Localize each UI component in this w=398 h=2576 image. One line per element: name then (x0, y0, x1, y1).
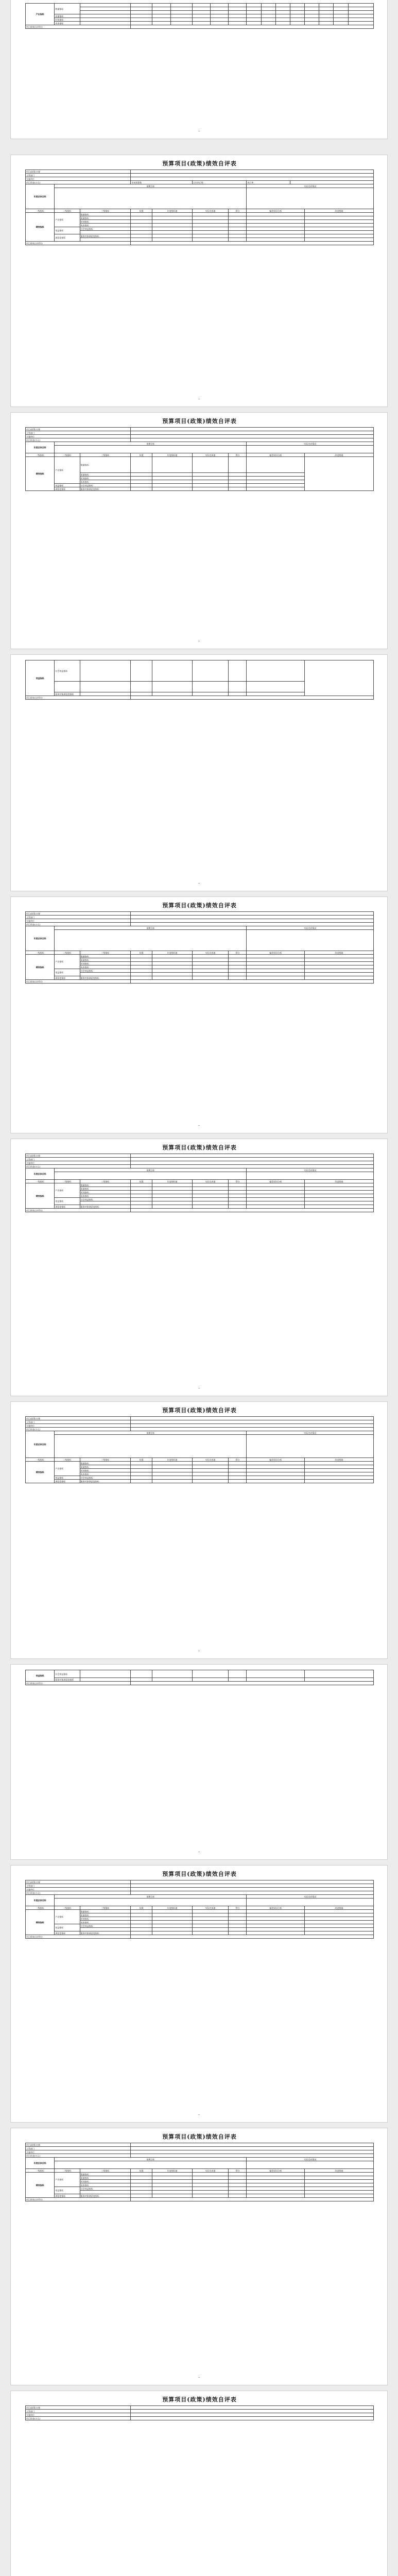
weight-head: 权重 (131, 951, 152, 955)
output-cell: 产出指标 (55, 457, 80, 484)
page-8 (10, 1664, 388, 1860)
page-footer: -- (198, 2113, 200, 2116)
cost-cell: 成本指标 (80, 1472, 131, 1476)
total-score-label: 项目绩效自评得分 (26, 25, 131, 29)
evaluation-table (25, 427, 374, 491)
analysis-head: 偏差原因分析 (247, 2169, 305, 2173)
weight-head: 权重 (131, 2169, 152, 2173)
timeliness-cell: 时效指标 (80, 477, 131, 480)
page-4 (10, 654, 388, 891)
output-cell: 产出指标 (55, 2173, 80, 2187)
weight-head: 权重 (131, 1458, 152, 1462)
target-head: 年度指标值 (152, 1458, 192, 1462)
expected-label: 预期目标 (55, 926, 247, 930)
funds-label: 项目资金(万元) (26, 1891, 131, 1895)
cost-cell: 成本指标 (80, 965, 131, 969)
quantity-cell: 数量指标 (55, 4, 80, 14)
weight-head: 权重 (131, 453, 152, 457)
social-cell: 社会效益指标 (55, 1670, 80, 1678)
funds-label: 项目资金(万元) (26, 181, 131, 184)
table-sheet (25, 660, 374, 700)
actual-head: 实际完成值 (192, 1458, 228, 1462)
funds-label: 项目资金(万元) (26, 2417, 131, 2420)
unit-label: 实施单位 (26, 1888, 131, 1891)
level3-head: 三级指标 (80, 209, 131, 213)
social-cell: 社会效益指标 (80, 1198, 131, 1201)
level2-head: 二级指标 (55, 951, 80, 955)
quality-cell: 质量指标 (55, 14, 80, 18)
measures-head: 改进措施 (305, 453, 374, 457)
quantity-cell: 数量指标 (80, 2173, 131, 2176)
benefit-cell: 效益指标 (26, 1670, 55, 1682)
page-5 (10, 896, 388, 1133)
goal-label: 年度总体目标 (26, 1431, 55, 1458)
output-cell: 产出指标 (55, 1910, 80, 1924)
score-head: 得分 (229, 951, 247, 955)
benefit-cell: 效益指标 (55, 1476, 80, 1480)
goal-label: 年度总体目标 (26, 2158, 55, 2169)
quantity-cell: 数量指标 (80, 955, 131, 958)
unit-label: 实施单位 (26, 177, 131, 181)
completed-label: 实际完成情况 (247, 1168, 374, 1172)
project-name-label: 项目(政策)名称 (26, 2406, 131, 2410)
cost-cell: 成本指标 (55, 22, 80, 25)
evaluation-table (25, 1416, 374, 1483)
analysis-head: 偏差原因分析 (247, 1458, 305, 1462)
benefit-cell: 效益指标 (55, 969, 80, 976)
measures-head: 改进措施 (305, 209, 374, 213)
page-title: 预算项目(政策)绩效自评表 (162, 418, 237, 425)
page-footer: -- (198, 882, 200, 885)
social-cell: 社会效益指标 (55, 660, 80, 682)
project-name-label: 项目(政策)名称 (26, 1417, 131, 1420)
unit-label: 实施单位 (26, 919, 131, 923)
level2-head: 二级指标 (55, 2169, 80, 2173)
level3-head: 三级指标 (80, 1458, 131, 1462)
target-head: 年度指标值 (152, 453, 192, 457)
satisfaction-cell: 满意度指标 (55, 234, 80, 242)
timeliness-cell: 时效指标 (80, 962, 131, 965)
weight-head: 权重 (131, 209, 152, 213)
social-cell: 社会效益指标 (80, 1476, 131, 1480)
service-cell: 服务对象满意度指标 (80, 1931, 131, 1935)
level3-head: 三级指标 (80, 453, 131, 457)
level2-head: 二级指标 (55, 1180, 80, 1183)
project-name-label: 项目(政策)名称 (26, 2143, 131, 2147)
expected-label: 预期目标 (55, 1895, 247, 1899)
analysis-head: 偏差原因分析 (247, 453, 305, 457)
dept-label: 主管部门 (26, 2410, 131, 2413)
measures-head: 改进措施 (305, 2169, 374, 2173)
table-sheet (25, 160, 374, 245)
service-cell: 服务对象满意度指标 (80, 2194, 131, 2198)
page-7 (10, 1401, 388, 1659)
dept-label: 主管部门 (26, 1420, 131, 1424)
quantity-cell: 数量指标 (80, 213, 131, 216)
target-head: 年度指标值 (152, 1906, 192, 1910)
budget-label: 年初预算数 (131, 181, 193, 184)
expected-label: 预期目标 (55, 442, 247, 446)
indicator-label: 绩效指标 (26, 2173, 55, 2198)
actual-head: 实际完成值 (192, 209, 228, 213)
level3-head: 三级指标 (80, 1906, 131, 1910)
timeliness-cell: 时效指标 (80, 2180, 131, 2183)
cost-cell: 成本指标 (80, 480, 131, 484)
weight-head: 权重 (131, 1180, 152, 1183)
quality-cell: 质量指标 (80, 1187, 131, 1191)
funds-label: 项目资金(万元) (26, 923, 131, 926)
dept-label: 主管部门 (26, 1158, 131, 1161)
actual-head: 实际完成值 (192, 2169, 228, 2173)
target-head: 年度指标值 (152, 209, 192, 213)
level2-head: 二级指标 (55, 1458, 80, 1462)
page-footer: -- (198, 1386, 200, 1390)
expected-label: 预期目标 (55, 184, 247, 188)
funds-label: 项目资金(万元) (26, 438, 131, 442)
output-cell: 产出指标 (26, 4, 55, 25)
measures-head: 改进措施 (305, 1458, 374, 1462)
satisfaction-cell: 满意度指标 (55, 2194, 80, 2198)
total-funds-label: 全年执行数 (192, 181, 247, 184)
actual-head: 实际完成值 (192, 1906, 228, 1910)
benefit-cell: 效益指标 (55, 1924, 80, 1931)
benefit-cell: 效益指标 (55, 1198, 80, 1205)
timeliness-cell: 时效指标 (80, 1469, 131, 1472)
quality-cell: 质量指标 (80, 473, 131, 477)
total-score-label: 项目绩效自评得分 (26, 1682, 131, 1685)
expected-label: 预期目标 (55, 1168, 247, 1172)
page-footer: -- (198, 1850, 200, 1854)
unit-label: 实施单位 (26, 1424, 131, 1428)
unit-label: 实施单位 (26, 1161, 131, 1165)
social-cell: 社会效益指标 (80, 484, 131, 487)
satisfaction-cell: 满意度指标 (55, 976, 80, 980)
page-9 (10, 1865, 388, 2123)
timeliness-cell: 时效指标 (80, 1917, 131, 1921)
actual-head: 实际完成值 (192, 453, 228, 457)
service-cell: 服务对象满意度指标 (80, 1205, 131, 1209)
service-cell: 服务对象满意度指标 (55, 1678, 80, 1682)
level3-head: 三级指标 (80, 2169, 131, 2173)
timeliness-cell: 时效指标 (80, 1191, 131, 1194)
quality-cell: 质量指标 (80, 1465, 131, 1469)
actual-head: 实际完成值 (192, 951, 228, 955)
benefit-cell: 效益指标 (55, 484, 80, 487)
funds-label: 项目资金(万元) (26, 1165, 131, 1168)
level1-head: 一级指标 (26, 453, 55, 457)
target-head: 年度指标值 (152, 2169, 192, 2173)
table-sheet (25, 1144, 374, 1212)
total-score-label: 项目绩效自评得分 (26, 242, 131, 245)
level1-head: 一级指标 (26, 951, 55, 955)
level2-head: 二级指标 (55, 1906, 80, 1910)
page-footer: -- (198, 2376, 200, 2379)
benefit-cell: 效益指标 (55, 227, 80, 234)
target-head: 年度指标值 (152, 1180, 192, 1183)
project-name-label: 项目(政策)名称 (26, 1880, 131, 1884)
level1-head: 一级指标 (26, 2169, 55, 2173)
level1-head: 一级指标 (26, 209, 55, 213)
table-sheet (25, 1407, 374, 1483)
page-1 (10, 0, 388, 139)
page-footer: -- (198, 397, 200, 401)
weight-head: 权重 (131, 1906, 152, 1910)
benefit-cell: 效益指标 (26, 660, 55, 696)
cost-cell: 成本指标 (80, 1921, 131, 1924)
page-title: 预算项目(政策)绩效自评表 (162, 2133, 237, 2140)
score-head: 得分 (229, 1458, 247, 1462)
total-score-label: 项目绩效自评得分 (26, 1209, 131, 1212)
total-score-label: 项目绩效自评得分 (26, 696, 131, 700)
quality-cell: 质量指标 (80, 958, 131, 962)
social-cell: 社会效益指标 (80, 1924, 131, 1928)
indicator-label: 绩效指标 (26, 457, 55, 491)
satisfaction-cell: 满意度指标 (55, 487, 80, 491)
page-footer: -- (198, 1124, 200, 1127)
service-cell: 服务对象满意度指标 (80, 976, 131, 980)
table-sheet (25, 2396, 374, 2420)
project-name-label: 项目(政策)名称 (26, 1154, 131, 1158)
score-head: 得分 (229, 2169, 247, 2173)
quality-cell: 质量指标 (80, 2176, 131, 2180)
indicator-label: 绩效指标 (26, 1183, 55, 1209)
table-sheet (25, 902, 374, 984)
level2-head: 二级指标 (55, 453, 80, 457)
score-head: 得分 (229, 1906, 247, 1910)
cost-cell: 成本指标 (80, 1194, 131, 1198)
quantity-cell: 数量指标 (80, 457, 131, 473)
page-3 (10, 412, 388, 649)
goal-label: 年度总体目标 (26, 442, 55, 453)
analysis-head: 偏差原因分析 (247, 951, 305, 955)
page-title: 预算项目(政策)绩效自评表 (162, 1144, 237, 1151)
satisfaction-cell: 满意度指标 (55, 1480, 80, 1483)
dept-label: 主管部门 (26, 431, 131, 435)
quantity-cell: 数量指标 (80, 1462, 131, 1465)
table-sheet (25, 1871, 374, 1939)
indicator-label: 绩效指标 (26, 1910, 55, 1935)
score-head: 得分 (229, 209, 247, 213)
goal-label: 年度总体目标 (26, 1168, 55, 1180)
goal-label: 年度总体目标 (26, 184, 55, 209)
dept-label: 主管部门 (26, 1884, 131, 1888)
indicator-label: 绩效指标 (26, 1462, 55, 1483)
quality-cell: 质量指标 (80, 216, 131, 220)
completed-label: 实际完成情况 (247, 442, 374, 446)
output-cell: 产出指标 (55, 213, 80, 227)
level1-head: 一级指标 (26, 1458, 55, 1462)
total-score-label: 项目绩效自评得分 (26, 2198, 131, 2201)
page-11 (10, 2391, 388, 2576)
completed-label: 实际完成情况 (247, 926, 374, 930)
social-cell: 社会效益指标 (80, 227, 131, 231)
level1-head: 一级指标 (26, 1906, 55, 1910)
satisfaction-cell: 满意度指标 (55, 1931, 80, 1935)
evaluation-table (25, 1880, 374, 1939)
benefit-cell: 效益指标 (55, 2187, 80, 2194)
unit-label: 实施单位 (26, 2150, 131, 2154)
page-title: 预算项目(政策)绩效自评表 (162, 2396, 237, 2403)
output-cell: 产出指标 (55, 1462, 80, 1476)
total-score-label: 项目绩效自评得分 (26, 980, 131, 984)
table-sheet (25, 2133, 374, 2201)
evaluation-table (25, 2143, 374, 2201)
level1-head: 一级指标 (26, 1180, 55, 1183)
indicator-label: 绩效指标 (26, 955, 55, 980)
level3-head: 三级指标 (80, 1180, 131, 1183)
cost-cell: 成本指标 (80, 2183, 131, 2187)
expected-label: 预期目标 (55, 2158, 247, 2161)
quantity-cell: 数量指标 (80, 1183, 131, 1187)
actual-head: 实际完成值 (192, 1180, 228, 1183)
service-cell: 服务对象满意度指标 (55, 692, 80, 696)
rate-label: 执行率 (247, 181, 290, 184)
analysis-head: 偏差原因分析 (247, 1906, 305, 1910)
page-title: 预算项目(政策)绩效自评表 (162, 1871, 237, 1877)
target-head: 年度指标值 (152, 951, 192, 955)
completed-label: 实际完成情况 (247, 1431, 374, 1435)
page-title: 预算项目(政策)绩效自评表 (162, 902, 237, 909)
table-sheet (25, 3, 374, 29)
completed-label: 实际完成情况 (247, 184, 374, 188)
project-name-label: 项目(政策)名称 (26, 912, 131, 916)
evaluation-table (25, 170, 374, 245)
social-cell: 社会效益指标 (80, 2187, 131, 2191)
measures-head: 改进措施 (305, 1906, 374, 1910)
unit-label: 实施单位 (26, 435, 131, 438)
completed-label: 实际完成情况 (247, 1895, 374, 1899)
output-cell: 产出指标 (55, 1183, 80, 1198)
total-score-label: 项目绩效自评得分 (26, 1935, 131, 1939)
indicator-label: 绩效指标 (26, 213, 55, 242)
table-sheet (25, 1670, 374, 1685)
goal-label: 年度总体目标 (26, 926, 55, 951)
page-footer: -- (198, 129, 200, 133)
page-6 (10, 1139, 388, 1396)
page-10 (10, 2128, 388, 2385)
expected-label: 预期目标 (55, 1431, 247, 1435)
page-footer: -- (198, 1649, 200, 1653)
evaluation-table (25, 1670, 374, 1685)
timeliness-cell: 时效指标 (55, 18, 80, 22)
unit-label: 实施单位 (26, 2413, 131, 2417)
social-cell: 社会效益指标 (80, 969, 131, 973)
service-cell: 服务对象满意度指标 (80, 234, 131, 238)
dept-label: 主管部门 (26, 174, 131, 177)
evaluation-table (25, 2405, 374, 2420)
page-footer: -- (198, 639, 200, 643)
evaluation-table (25, 3, 374, 29)
evaluation-table (25, 1154, 374, 1212)
score-head: 得分 (229, 1180, 247, 1183)
evaluation-table (25, 911, 374, 984)
measures-head: 改进措施 (305, 951, 374, 955)
analysis-head: 偏差原因分析 (247, 209, 305, 213)
output-cell: 产出指标 (55, 955, 80, 969)
analysis-head: 偏差原因分析 (247, 1180, 305, 1183)
dept-label: 主管部门 (26, 2147, 131, 2150)
measures-head: 改进措施 (305, 1180, 374, 1183)
evaluation-table (25, 660, 374, 700)
page-2 (10, 155, 388, 407)
goal-label: 年度总体目标 (26, 1895, 55, 1906)
funds-label: 项目资金(万元) (26, 2154, 131, 2158)
cost-cell: 成本指标 (80, 224, 131, 227)
project-name-label: 项目(政策)名称 (26, 170, 131, 174)
project-name-label: 项目(政策)名称 (26, 428, 131, 431)
funds-label: 项目资金(万元) (26, 1428, 131, 1431)
level3-head: 三级指标 (80, 951, 131, 955)
table-sheet (25, 418, 374, 491)
dept-label: 主管部门 (26, 916, 131, 919)
quality-cell: 质量指标 (80, 1913, 131, 1917)
completed-label: 实际完成情况 (247, 2158, 374, 2161)
quantity-cell: 数量指标 (80, 1910, 131, 1913)
score-head: 得分 (229, 453, 247, 457)
page-title: 预算项目(政策)绩效自评表 (162, 1407, 237, 1414)
service-cell: 服务对象满意度指标 (80, 487, 131, 491)
service-cell: 服务对象满意度指标 (80, 1480, 131, 1483)
satisfaction-cell: 满意度指标 (55, 1205, 80, 1209)
level2-head: 二级指标 (55, 209, 80, 213)
page-title: 预算项目(政策)绩效自评表 (162, 160, 237, 167)
timeliness-cell: 时效指标 (80, 220, 131, 224)
